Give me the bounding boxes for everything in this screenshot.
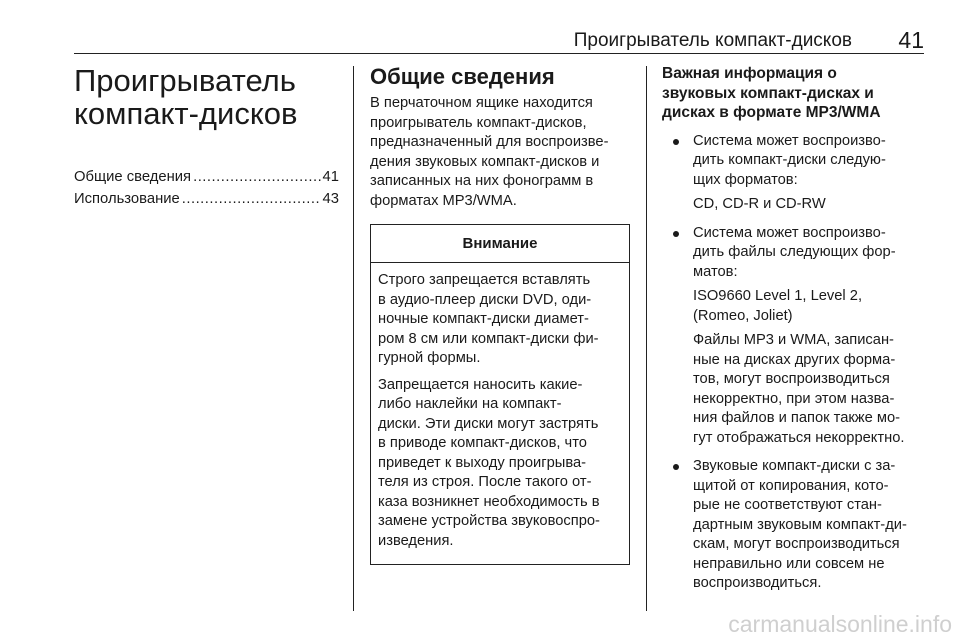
toc-dot-leader [193,166,320,188]
text-line: ния файлов и папок также мо- [693,410,901,426]
text-line: в аудио-плеер диски DVD, оди- [378,291,592,308]
chapter-title-line1: Проигрыватель [74,63,296,98]
text-line: каза возникнет необходимость в [378,493,600,510]
text-line: гут отображаться некорректно. [693,429,905,446]
text-line: диски. Эти диски могут застрять [378,415,599,432]
text-line: рые не соответствуют стан- [693,497,882,513]
table-of-contents [74,166,339,210]
toc-dot-leader [182,188,321,210]
text-line: теля из строя. После такого от- [378,474,592,490]
notice-box [370,224,630,565]
section-heading-general: Общие сведения [370,64,555,89]
bullet-subparagraph [693,331,930,448]
bullet-text [693,132,930,191]
text-line: ные на дисках других форма- [693,351,896,368]
text-line: Система может воспроизво- [693,224,886,241]
bullet-item [662,457,930,594]
bullet-dot-icon [673,231,679,237]
bullet-item [662,132,930,215]
text-line: матов: [693,263,738,280]
text-line: проигрыватель компакт-дисков, [370,114,587,131]
chapter-title [74,64,339,130]
intro-paragraph [370,94,632,211]
text-line: дить файлы следующих фор- [693,244,896,260]
text-line: В перчаточном ящике находится [370,95,593,111]
bullet-text [693,457,930,594]
text-line: тов, могут воспроизводиться [693,371,890,387]
bullet-text [693,224,930,283]
notice-body [371,263,629,564]
section-heading-important [662,64,930,123]
bullet-item [662,224,930,449]
text-line: ISO9660 Level 1, Level 2, [693,288,863,304]
bullet-subparagraph [693,195,930,215]
chapter-column [74,64,339,210]
text-line: Система может воспроизво- [693,132,886,149]
text-line: форматах MP3/WMA. [370,192,517,209]
text-line: дартным звуковым компакт-ди- [693,516,907,533]
important-info-column [662,64,930,603]
general-info-column [370,64,632,565]
text-line: либо наклейки на компакт- [378,396,562,412]
text-line: записанных на них фонограмм в [370,173,594,189]
notice-paragraph [378,271,621,369]
text-line: щих форматов: [693,171,798,188]
text-line: замене устройства звуковоспро- [378,513,600,529]
text-line: приведет к выходу проигрыва- [378,454,587,471]
bullet-subparagraph [693,287,930,326]
text-line: предназначенный для воспроизве- [370,134,609,150]
header-rule [74,53,924,54]
toc-entry-usage[interactable] [74,188,339,210]
notice-title: Внимание [371,225,629,263]
bullet-dot-icon [673,139,679,145]
toc-entry-label: Общие сведения [74,169,192,185]
toc-entry-label: Использование [74,191,180,207]
text-line: дения звуковых компакт-дисков и [370,153,600,170]
toc-entry-page: 41 [322,169,339,185]
text-line: щитой от копирования, кото- [693,477,889,494]
text-line: звуковых компакт-дисках и [662,84,874,102]
chapter-title-line2: компакт-дисков [74,96,298,131]
text-line: Важная информация о [662,65,837,82]
text-line: изведения. [378,532,454,549]
text-line: CD, CD-R и CD-RW [693,196,826,212]
text-line: дисках в формате MP3/WMA [662,104,881,121]
text-line: Запрещается наносить какие- [378,376,583,393]
watermark: carmanualsonline.info [728,611,952,637]
toc-entry-general[interactable] [74,166,339,188]
text-line: Звуковые компакт-диски с за- [693,458,896,474]
text-line: ночные компакт-диски диамет- [378,311,589,327]
text-line: ром 8 см или компакт-диски фи- [378,330,599,347]
text-line: (Romeo, Joliet) [693,307,793,324]
text-line: дить компакт-диски следую- [693,152,886,168]
text-line: скам, могут воспроизводиться [693,536,900,552]
text-line: некорректно, при этом назва- [693,390,895,407]
page-number: 41 [898,27,924,53]
text-line: гурной формы. [378,350,481,366]
column-divider-left [353,66,354,611]
bullet-dot-icon [673,464,679,470]
text-line: неправильно или совсем не [693,555,885,572]
toc-entry-page: 43 [322,191,339,207]
text-line: Файлы MP3 и WMA, записан- [693,332,894,348]
page-header-title: Проигрыватель компакт-дисков [573,30,852,51]
text-line: в приводе компакт-дисков, что [378,435,587,451]
column-divider-right [646,66,647,611]
text-line: воспроизводиться. [693,575,822,591]
text-line: Строго запрещается вставлять [378,272,591,288]
notice-paragraph [378,376,621,552]
